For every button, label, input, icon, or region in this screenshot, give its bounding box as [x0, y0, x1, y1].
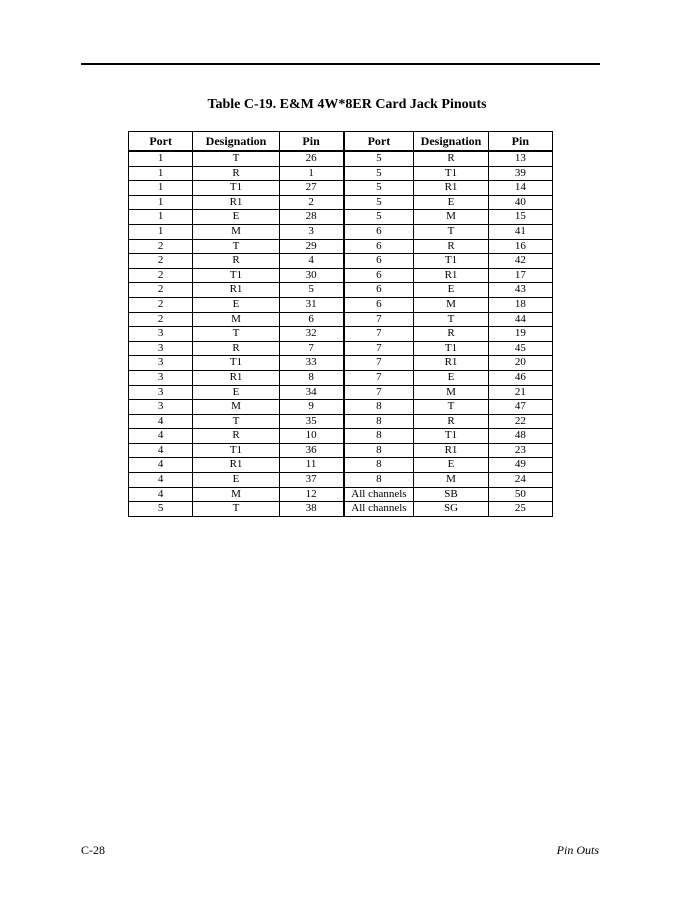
cell-port-right: 6	[344, 283, 414, 298]
cell-pin: 1	[279, 166, 343, 181]
cell-designation: M	[193, 400, 279, 415]
table-title: Table C-19. E&M 4W*8ER Card Jack Pinouts	[207, 97, 487, 112]
table-row	[129, 473, 553, 488]
cell-designation: R	[193, 429, 279, 444]
cell-pin-right: 46	[488, 370, 552, 385]
table-row	[129, 254, 553, 269]
cell-designation: E	[193, 473, 279, 488]
cell-pin-right: 47	[488, 400, 552, 415]
cell-pin: 3	[279, 224, 343, 239]
cell-pin: 32	[279, 327, 343, 342]
cell-designation-right: T1	[414, 429, 488, 444]
cell-port: 3	[129, 356, 193, 371]
cell-pin: 37	[279, 473, 343, 488]
cell-pin-right: 16	[488, 239, 552, 254]
cell-pin: 28	[279, 210, 343, 225]
table-row	[129, 166, 553, 181]
cell-port-right: 7	[344, 312, 414, 327]
cell-designation-right: T	[414, 400, 488, 415]
table-body	[129, 151, 553, 516]
cell-pin-right: 14	[488, 181, 552, 196]
table-row	[129, 239, 553, 254]
cell-designation: M	[193, 312, 279, 327]
table-row	[129, 297, 553, 312]
cell-port: 1	[129, 195, 193, 210]
table-header-row	[129, 132, 553, 152]
cell-pin: 27	[279, 181, 343, 196]
cell-port: 3	[129, 385, 193, 400]
cell-port: 3	[129, 341, 193, 356]
cell-port-right: 7	[344, 370, 414, 385]
header-port-right: Port	[344, 132, 414, 152]
cell-port-right: 7	[344, 341, 414, 356]
cell-pin: 11	[279, 458, 343, 473]
cell-port: 2	[129, 297, 193, 312]
cell-port-right: All channels	[344, 487, 414, 502]
cell-port: 1	[129, 151, 193, 166]
table-row	[129, 400, 553, 415]
cell-pin-right: 43	[488, 283, 552, 298]
cell-designation-right: T1	[414, 254, 488, 269]
cell-pin-right: 15	[488, 210, 552, 225]
cell-pin-right: 22	[488, 414, 552, 429]
table-row	[129, 429, 553, 444]
header-designation: Designation	[193, 132, 279, 152]
cell-port: 2	[129, 254, 193, 269]
cell-pin: 5	[279, 283, 343, 298]
cell-designation: R1	[193, 195, 279, 210]
cell-designation-right: SG	[414, 502, 488, 517]
cell-pin-right: 24	[488, 473, 552, 488]
cell-port-right: 6	[344, 297, 414, 312]
cell-port-right: All channels	[344, 502, 414, 517]
cell-pin-right: 42	[488, 254, 552, 269]
cell-port-right: 6	[344, 224, 414, 239]
cell-pin: 38	[279, 502, 343, 517]
cell-designation: R1	[193, 283, 279, 298]
header-pin: Pin	[279, 132, 343, 152]
cell-designation-right: T1	[414, 166, 488, 181]
cell-pin-right: 48	[488, 429, 552, 444]
section-name: Pin Outs	[556, 843, 599, 857]
cell-designation: T1	[193, 356, 279, 371]
cell-pin-right: 44	[488, 312, 552, 327]
cell-port: 1	[129, 181, 193, 196]
cell-pin: 4	[279, 254, 343, 269]
cell-designation-right: R	[414, 239, 488, 254]
cell-port: 3	[129, 370, 193, 385]
cell-designation-right: E	[414, 283, 488, 298]
cell-designation-right: T	[414, 312, 488, 327]
cell-designation: E	[193, 385, 279, 400]
cell-port: 2	[129, 268, 193, 283]
cell-port-right: 5	[344, 151, 414, 166]
cell-designation-right: SB	[414, 487, 488, 502]
cell-pin: 2	[279, 195, 343, 210]
cell-pin: 9	[279, 400, 343, 415]
cell-designation-right: T	[414, 224, 488, 239]
table-row	[129, 151, 553, 166]
cell-pin: 36	[279, 443, 343, 458]
cell-port-right: 8	[344, 443, 414, 458]
cell-pin-right: 20	[488, 356, 552, 371]
cell-designation-right: M	[414, 385, 488, 400]
cell-designation-right: R	[414, 151, 488, 166]
cell-port-right: 8	[344, 414, 414, 429]
cell-pin: 31	[279, 297, 343, 312]
cell-pin-right: 21	[488, 385, 552, 400]
cell-pin-right: 41	[488, 224, 552, 239]
cell-designation: R1	[193, 370, 279, 385]
header-port: Port	[129, 132, 193, 152]
cell-port: 2	[129, 283, 193, 298]
cell-designation-right: R1	[414, 268, 488, 283]
table-row	[129, 195, 553, 210]
cell-designation-right: E	[414, 195, 488, 210]
cell-designation: T1	[193, 181, 279, 196]
cell-port-right: 8	[344, 429, 414, 444]
cell-pin-right: 49	[488, 458, 552, 473]
cell-port-right: 5	[344, 195, 414, 210]
cell-port-right: 7	[344, 327, 414, 342]
cell-designation-right: M	[414, 473, 488, 488]
table-row	[129, 487, 553, 502]
table-row	[129, 327, 553, 342]
header-pin-right: Pin	[488, 132, 552, 152]
table-row	[129, 312, 553, 327]
cell-pin: 10	[279, 429, 343, 444]
header-designation-right: Designation	[414, 132, 488, 152]
cell-designation: R1	[193, 458, 279, 473]
cell-designation: T	[193, 327, 279, 342]
cell-designation: T1	[193, 268, 279, 283]
cell-pin-right: 18	[488, 297, 552, 312]
cell-designation-right: R	[414, 327, 488, 342]
cell-port: 2	[129, 312, 193, 327]
cell-designation: T1	[193, 443, 279, 458]
cell-pin-right: 40	[488, 195, 552, 210]
table-row	[129, 224, 553, 239]
table-row	[129, 181, 553, 196]
cell-port-right: 6	[344, 239, 414, 254]
cell-port-right: 5	[344, 166, 414, 181]
cell-port-right: 5	[344, 210, 414, 225]
table-row	[129, 502, 553, 517]
pinout-table	[128, 131, 553, 517]
cell-port: 4	[129, 487, 193, 502]
cell-pin: 6	[279, 312, 343, 327]
cell-designation: R	[193, 166, 279, 181]
table-row	[129, 283, 553, 298]
cell-designation: E	[193, 297, 279, 312]
cell-port: 1	[129, 210, 193, 225]
cell-designation-right: R1	[414, 181, 488, 196]
cell-designation-right: E	[414, 370, 488, 385]
cell-designation-right: R1	[414, 356, 488, 371]
cell-pin: 7	[279, 341, 343, 356]
table-row	[129, 356, 553, 371]
cell-pin: 34	[279, 385, 343, 400]
cell-pin-right: 23	[488, 443, 552, 458]
cell-designation-right: R	[414, 414, 488, 429]
cell-port: 5	[129, 502, 193, 517]
cell-pin: 26	[279, 151, 343, 166]
top-rule	[81, 63, 600, 65]
table-row	[129, 443, 553, 458]
cell-designation-right: M	[414, 210, 488, 225]
table-row	[129, 341, 553, 356]
cell-port-right: 8	[344, 400, 414, 415]
cell-designation-right: M	[414, 297, 488, 312]
cell-port-right: 8	[344, 473, 414, 488]
cell-pin: 12	[279, 487, 343, 502]
cell-port-right: 6	[344, 254, 414, 269]
cell-designation: T	[193, 151, 279, 166]
cell-pin-right: 39	[488, 166, 552, 181]
table-row	[129, 385, 553, 400]
cell-port: 3	[129, 327, 193, 342]
cell-port: 2	[129, 239, 193, 254]
cell-designation: T	[193, 414, 279, 429]
cell-port: 3	[129, 400, 193, 415]
cell-designation: R	[193, 341, 279, 356]
cell-port: 4	[129, 429, 193, 444]
cell-port-right: 7	[344, 356, 414, 371]
table-row	[129, 210, 553, 225]
cell-designation: R	[193, 254, 279, 269]
cell-pin: 8	[279, 370, 343, 385]
cell-pin-right: 13	[488, 151, 552, 166]
cell-pin: 35	[279, 414, 343, 429]
cell-port: 4	[129, 414, 193, 429]
cell-pin: 30	[279, 268, 343, 283]
cell-pin: 33	[279, 356, 343, 371]
cell-designation: T	[193, 239, 279, 254]
table-row	[129, 458, 553, 473]
cell-designation: M	[193, 487, 279, 502]
cell-designation: T	[193, 502, 279, 517]
page-number: C-28	[81, 843, 105, 857]
cell-port-right: 5	[344, 181, 414, 196]
table-row	[129, 414, 553, 429]
cell-port: 4	[129, 458, 193, 473]
cell-pin-right: 19	[488, 327, 552, 342]
cell-pin-right: 17	[488, 268, 552, 283]
cell-port: 4	[129, 473, 193, 488]
cell-port: 4	[129, 443, 193, 458]
cell-designation-right: T1	[414, 341, 488, 356]
cell-pin-right: 25	[488, 502, 552, 517]
table-row	[129, 370, 553, 385]
cell-port: 1	[129, 166, 193, 181]
cell-designation: M	[193, 224, 279, 239]
cell-port-right: 6	[344, 268, 414, 283]
cell-designation: E	[193, 210, 279, 225]
cell-port-right: 8	[344, 458, 414, 473]
cell-designation-right: E	[414, 458, 488, 473]
cell-pin: 29	[279, 239, 343, 254]
cell-port-right: 7	[344, 385, 414, 400]
cell-pin-right: 45	[488, 341, 552, 356]
cell-port: 1	[129, 224, 193, 239]
cell-pin-right: 50	[488, 487, 552, 502]
cell-designation-right: R1	[414, 443, 488, 458]
table-row	[129, 268, 553, 283]
